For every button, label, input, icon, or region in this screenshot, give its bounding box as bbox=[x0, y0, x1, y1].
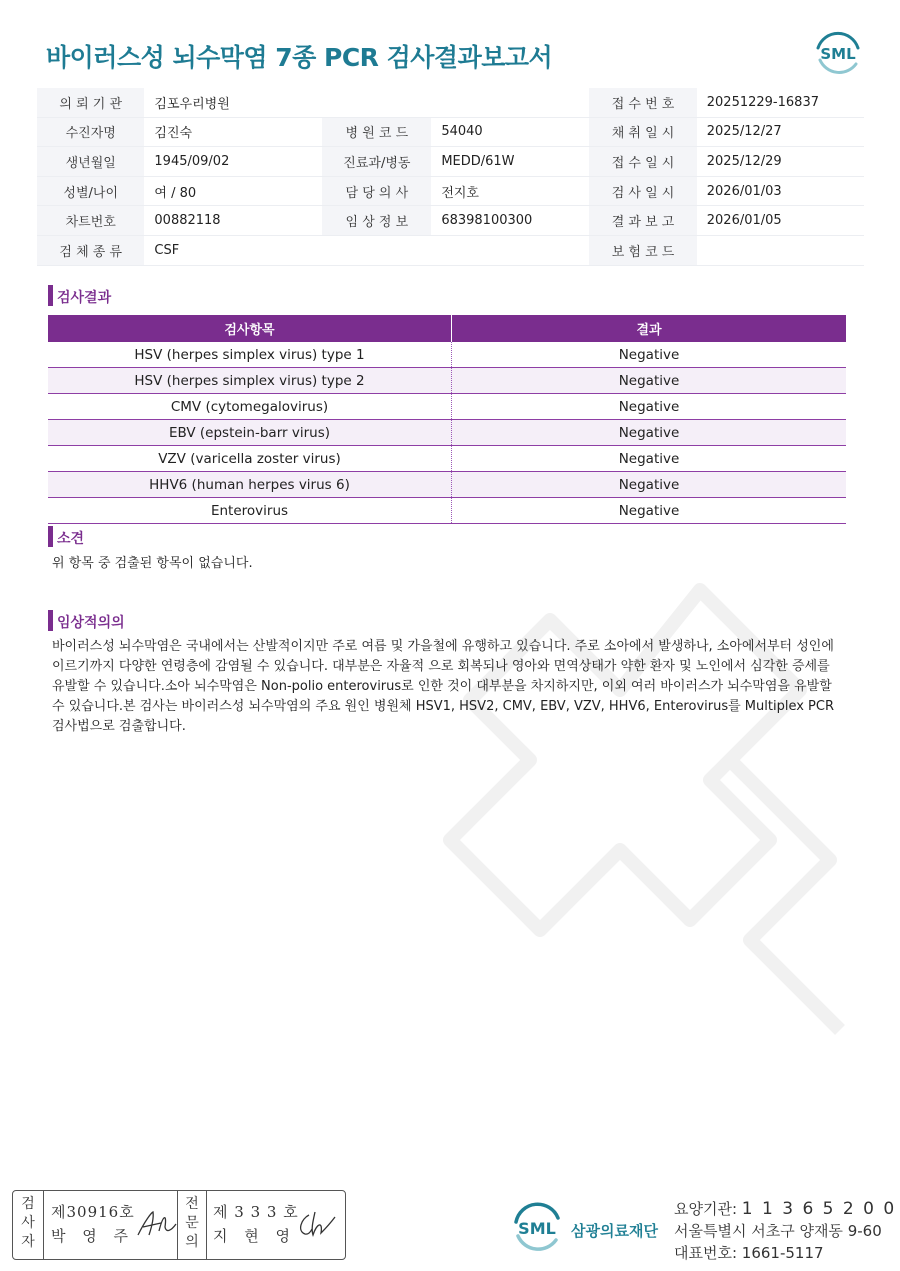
clinical-significance-text bbox=[52, 637, 842, 737]
section-title-clinical: 임상적의의 bbox=[48, 612, 125, 632]
info-label: 차트번호 bbox=[37, 206, 144, 236]
result-row bbox=[48, 420, 846, 446]
info-value bbox=[697, 235, 864, 265]
info-label: 생년월일 bbox=[37, 147, 144, 177]
info-row bbox=[37, 176, 864, 206]
clinical-line: 이르기까지 다양한 연령층에 감염될 수 있습니다. 대부분은 자율적 으로 회복되나 영아와 면역상태가 약한 환자 및 노인에서 심각한 증세를 bbox=[52, 659, 830, 674]
info-value: 전지호 bbox=[431, 176, 589, 206]
test-item: EBV (epstein-barr virus) bbox=[48, 420, 452, 446]
info-value: 김진숙 bbox=[144, 117, 322, 147]
header-result: 결과 bbox=[452, 315, 847, 342]
info-label: 결 과 보 고 bbox=[589, 206, 696, 236]
test-result: Negative bbox=[452, 472, 847, 498]
footer-contact bbox=[674, 1198, 896, 1264]
test-item: HHV6 (human herpes virus 6) bbox=[48, 472, 452, 498]
info-label: 성별/나이 bbox=[37, 176, 144, 206]
info-value bbox=[431, 235, 589, 265]
clinical-line: 바이러스성 뇌수막염은 국내에서는 산발적이지만 주로 여름 및 가을철에 유행하고 있습니다. 주로 소아에서 발생하나, 소아에서부터 성인에 bbox=[52, 639, 834, 654]
info-value: 1945/09/02 bbox=[144, 147, 322, 177]
address: 서울특별시 서초구 양재동 9-60 bbox=[674, 1222, 882, 1240]
section-title-results: 검사결과 bbox=[48, 287, 111, 307]
examiner-signature bbox=[135, 1209, 179, 1239]
patient-info-table bbox=[37, 88, 864, 266]
clinical-line: 수 있습니다.본 검사는 바이러스성 뇌수막염의 주요 원인 병원체 HSV1, HSV2, CMV, EBV, VZV, HHV6, Enterovirus를 Multiplex PCR bbox=[52, 699, 834, 714]
info-value bbox=[431, 88, 589, 117]
info-label: 접 수 번 호 bbox=[589, 88, 696, 117]
result-row bbox=[48, 394, 846, 420]
examiner-name: 박 영 주 bbox=[51, 1227, 135, 1245]
test-item: VZV (varicella zoster virus) bbox=[48, 446, 452, 472]
info-label: 진료과/병동 bbox=[322, 147, 431, 177]
examiner-label: 검 사 자 bbox=[21, 1196, 35, 1250]
header-test-item: 검사항목 bbox=[48, 315, 452, 342]
footer-sml-logo bbox=[510, 1198, 564, 1256]
results-table bbox=[48, 315, 846, 524]
info-value: 54040 bbox=[431, 117, 589, 147]
section-title-finding: 소견 bbox=[48, 528, 84, 548]
institution-code: 1 1 3 6 5 2 0 0 bbox=[741, 1199, 897, 1219]
info-value: 2026/01/03 bbox=[697, 176, 864, 206]
footer-logo-text: SML bbox=[518, 1219, 556, 1238]
test-result: Negative bbox=[452, 394, 847, 420]
watermark-logo bbox=[370, 560, 900, 1060]
report-title: 바이러스성 뇌수막염 7종 PCR 검사결과보고서 bbox=[46, 43, 553, 72]
info-label: 검 체 종 류 bbox=[37, 235, 144, 265]
info-label: 의 뢰 기 관 bbox=[37, 88, 144, 117]
signature-box bbox=[12, 1190, 346, 1260]
info-value: 2026/01/05 bbox=[697, 206, 864, 236]
info-label: 수진자명 bbox=[37, 117, 144, 147]
info-row bbox=[37, 206, 864, 236]
info-label bbox=[322, 235, 431, 265]
phone-number: 1661-5117 bbox=[741, 1244, 824, 1262]
footer-org-name: 삼광의료재단 bbox=[571, 1222, 658, 1240]
test-item: HSV (herpes simplex virus) type 1 bbox=[48, 342, 452, 368]
info-value: 2025/12/27 bbox=[697, 117, 864, 147]
examiner-license: 제30916호 bbox=[51, 1203, 135, 1221]
info-label bbox=[322, 88, 431, 117]
test-result: Negative bbox=[452, 368, 847, 394]
info-label: 접 수 일 시 bbox=[589, 147, 696, 177]
institution-label: 요양기관: bbox=[674, 1200, 738, 1218]
info-row bbox=[37, 117, 864, 147]
result-row bbox=[48, 342, 846, 368]
test-item: Enterovirus bbox=[48, 498, 452, 524]
info-row bbox=[37, 88, 864, 117]
test-result: Negative bbox=[452, 498, 847, 524]
specialist-signature bbox=[295, 1209, 339, 1239]
phone-label: 대표번호: bbox=[674, 1244, 738, 1262]
info-value: 68398100300 bbox=[431, 206, 589, 236]
info-row bbox=[37, 147, 864, 177]
result-row bbox=[48, 446, 846, 472]
info-value: 00882118 bbox=[144, 206, 322, 236]
test-result: Negative bbox=[452, 446, 847, 472]
info-label: 담 당 의 사 bbox=[322, 176, 431, 206]
result-row bbox=[48, 498, 846, 524]
finding-text: 위 항목 중 검출된 항목이 없습니다. bbox=[52, 556, 253, 571]
result-row bbox=[48, 472, 846, 498]
info-value: CSF bbox=[144, 235, 322, 265]
info-value: MEDD/61W bbox=[431, 147, 589, 177]
info-label: 보 험 코 드 bbox=[589, 235, 696, 265]
logo-text: SML bbox=[820, 45, 856, 63]
info-value: 2025/12/29 bbox=[697, 147, 864, 177]
info-value: 여 / 80 bbox=[144, 176, 322, 206]
info-label: 검 사 일 시 bbox=[589, 176, 696, 206]
specialist-name: 지 현 영 bbox=[213, 1227, 297, 1245]
info-row bbox=[37, 235, 864, 265]
clinical-line: 유발할 수 있습니다.소아 뇌수막염은 Non-polio enterovirus로 인한 것이 대부분을 차지하지만, 이외 여러 바이러스가 뇌수막염을 유발할 bbox=[52, 679, 832, 694]
test-result: Negative bbox=[452, 342, 847, 368]
info-label: 채 취 일 시 bbox=[589, 117, 696, 147]
specialist-label: 전 문 의 bbox=[185, 1196, 199, 1250]
test-result: Negative bbox=[452, 420, 847, 446]
result-row bbox=[48, 368, 846, 394]
info-label: 임 상 정 보 bbox=[322, 206, 431, 236]
clinical-line: 검사법으로 검출합니다. bbox=[52, 719, 186, 734]
info-value: 김포우리병원 bbox=[144, 88, 322, 117]
info-label: 병 원 코 드 bbox=[322, 117, 431, 147]
test-item: CMV (cytomegalovirus) bbox=[48, 394, 452, 420]
specialist-license: 제 3 3 3 호 bbox=[213, 1203, 299, 1221]
info-value: 20251229-16837 bbox=[697, 88, 864, 117]
sml-logo bbox=[812, 30, 864, 76]
test-item: HSV (herpes simplex virus) type 2 bbox=[48, 368, 452, 394]
